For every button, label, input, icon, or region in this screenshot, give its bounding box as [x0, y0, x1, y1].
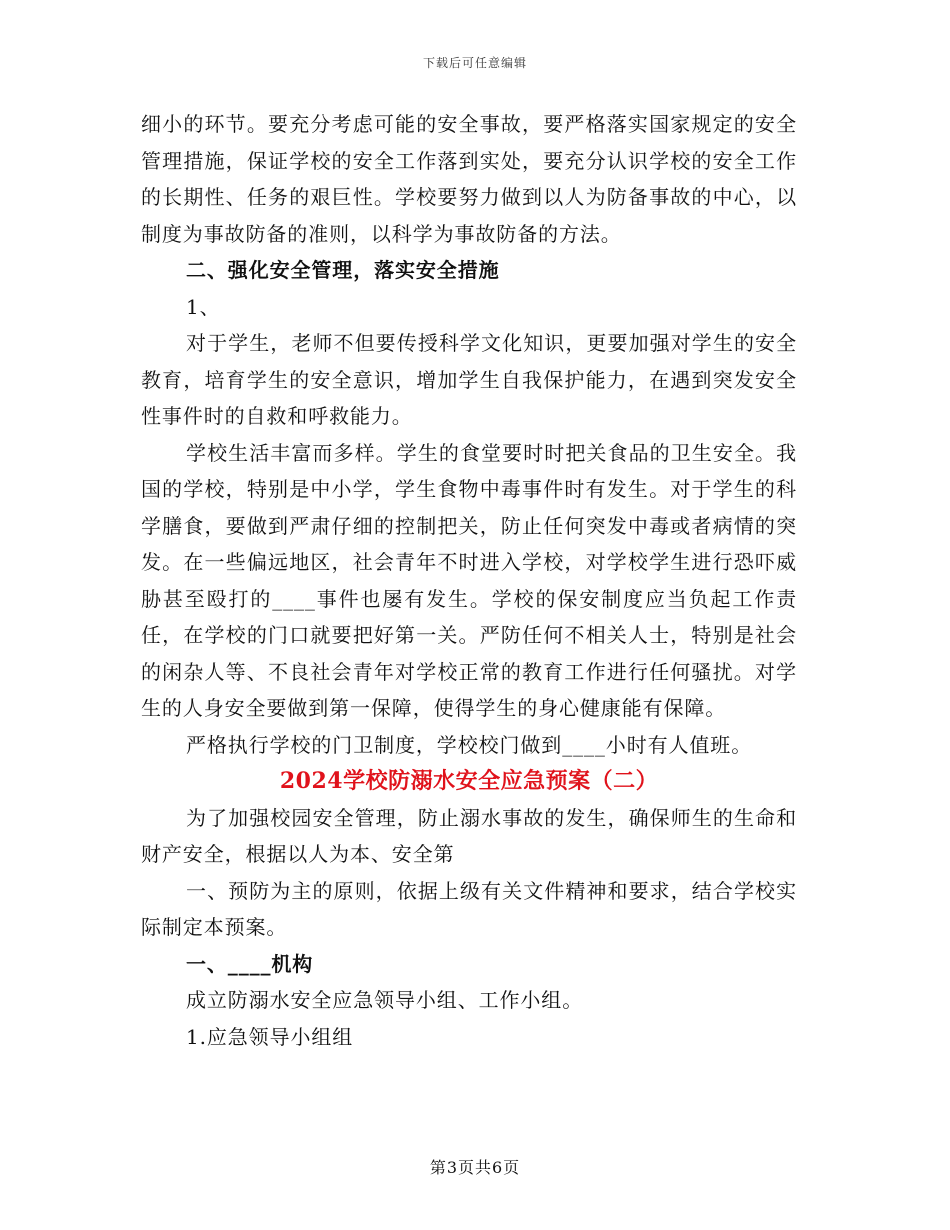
document-body	[141, 106, 797, 1055]
paragraph: 对于学生，老师不但要传授科学文化知识，更要加强对学生的安全教育，培育学生的安全意识，增加学生自我保护能力，在遇到突发安全性事件时的自救和呼救能力。	[141, 331, 797, 428]
section-heading: 二、强化安全管理，落实安全措施	[186, 258, 500, 282]
section-heading: 一、____机构	[186, 951, 314, 976]
document-section-title: 2024学校防溺水安全应急预案（二）	[279, 768, 659, 794]
list-item: 1.应急领导小组组	[186, 1024, 354, 1049]
paragraph: 成立防溺水安全应急领导小组、工作小组。	[186, 988, 584, 1012]
paragraph: 一、预防为主的原则，依据上级有关文件精神和要求，结合学校实际制定本预案。	[141, 878, 797, 939]
page-header-note: 下载后可任意编辑	[422, 56, 527, 70]
paragraph: 细小的环节。要充分考虑可能的安全事故，要严格落实国家规定的安全管理措施，保证学校的安全工作落到实处，要充分认识学校的安全工作的长期性、任务的艰巨性。学校要努力做到以人为防备事故的中心，以制度为事故防备的准则，以科学为事故防备的方法。	[141, 112, 797, 246]
paragraph: 严格执行学校的门卫制度，学校校门做到____小时有人值班。	[186, 732, 753, 757]
paragraph: 学校生活丰富而多样。学生的食堂要时时把关食品的卫生安全。我国的学校，特别是中小学，学生食物中毒事件时有发生。对于学生的科学膳食，要做到严肃仔细的控制把关，防止任何突发中毒或者病情的突发。在一些偏远地区，社会青年不时进入学校，对学校学生进行恐吓威胁甚至殴打的____事件也屡有发生。学校的保安制度应当负起工作责任，在学校的门口就要把好第一关。严防任何不相关人士，特别是社会的闲杂人等、不良社会青年对学校正常的教育工作进行任何骚扰。对学生的人身安全要做到第一保障，使得学生的身心健康能有保障。	[141, 440, 797, 720]
list-item-number: 1、	[186, 294, 221, 319]
page-number: 第3页共6页	[429, 1158, 521, 1177]
paragraph: 为了加强校园安全管理，防止溺水事故的发生，确保师生的生命和财产安全，根据以人为本、安全第	[141, 805, 797, 866]
